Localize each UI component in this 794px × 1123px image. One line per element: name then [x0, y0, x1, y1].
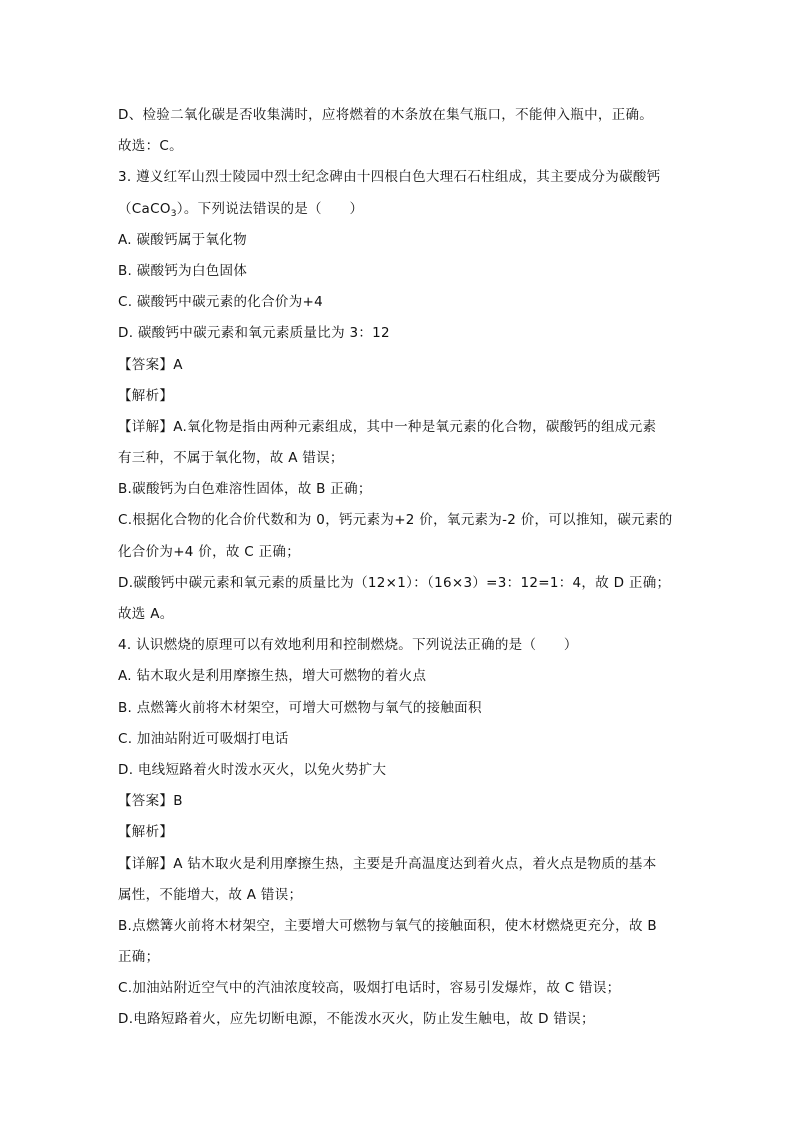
explanation-line: C.根据化合物的化合价代数和为 0，钙元素为+2 价，氧元素为-2 价，可以推知，碳元素的: [118, 512, 673, 529]
explanation-line: 故选 A。: [118, 606, 174, 622]
option-b: B. 碳酸钙为白色固体: [118, 262, 248, 279]
option-c: C. 加油站附近可吸烟打电话: [118, 730, 289, 747]
answer-label: 【答案】B: [118, 793, 183, 810]
explanation-line: 属性，不能增大，故 A 错误；: [118, 886, 303, 903]
explanation-line: 【详解】A.氧化物是指由两种元素组成，其中一种是氧元素的化合物，碳酸钙的组成元素: [118, 418, 657, 435]
subscript: 3: [170, 208, 177, 219]
option-a: A. 钻木取火是利用摩擦生热，增大可燃物的着火点: [118, 668, 427, 685]
explanation-line: D.电路短路着火，应先切断电源，不能泼水灭火，防止发生触电，故 D 错误；: [118, 1011, 595, 1028]
explanation-line: 有三种，不属于氧化物，故 A 错误；: [118, 450, 344, 467]
question-3-stem: 3. 遵义红军山烈士陵园中烈士纪念碑由十四根白色大理石石柱组成，其主要成分为碳酸钙: [118, 169, 661, 186]
option-b: B. 点燃篝火前将木材架空，可增大可燃物与氧气的接触面积: [118, 699, 482, 716]
explanation-line: B.点燃篝火前将木材架空，主要增大可燃物与氧气的接触面积，使木材燃烧更充分，故 B: [118, 917, 657, 934]
text-line: 故选：C。: [118, 138, 183, 155]
answer-label: 【答案】A: [118, 356, 183, 373]
question-4-stem: 4. 认识燃烧的原理可以有效地利用和控制燃烧。下列说法正确的是（ ）: [118, 637, 578, 654]
text-span: ）。下列说法错误的是（ ）: [176, 200, 364, 217]
explanation-line: 【详解】A 钻木取火是利用摩擦生热，主要是升高温度达到着火点，着火点是物质的基本: [118, 855, 657, 872]
analysis-label: 【解析】: [118, 387, 174, 404]
explanation-line: D.碳酸钙中碳元素和氧元素的质量比为（12×1）：（16×3）=3：12=1：4，故 D 正确；: [118, 574, 671, 591]
option-a: A. 碳酸钙属于氧化物: [118, 231, 247, 248]
explanation-line: C.加油站附近空气中的汽油浓度较高，吸烟打电话时，容易引发爆炸，故 C 错误；: [118, 980, 621, 997]
option-d: D. 碳酸钙中碳元素和氧元素质量比为 3：12: [118, 325, 390, 342]
explanation-line: 正确；: [118, 949, 160, 966]
option-d: D. 电线短路着火时泼水灭火，以免火势扩大: [118, 761, 387, 778]
text-line: D、检验二氧化碳是否收集满时，应将燃着的木条放在集气瓶口，不能伸入瓶中，正确。: [118, 107, 654, 123]
explanation-line: B.碳酸钙为白色难溶性固体，故 B 正确；: [118, 481, 372, 498]
analysis-label: 【解析】: [118, 824, 174, 841]
text-span: （CaCO: [118, 200, 171, 217]
explanation-line: 化合价为+4 价，故 C 正确；: [118, 543, 301, 560]
question-3-stem-cont: [118, 194, 678, 225]
option-c: C. 碳酸钙中碳元素的化合价为+4: [118, 294, 324, 311]
document-page: [118, 100, 678, 1036]
